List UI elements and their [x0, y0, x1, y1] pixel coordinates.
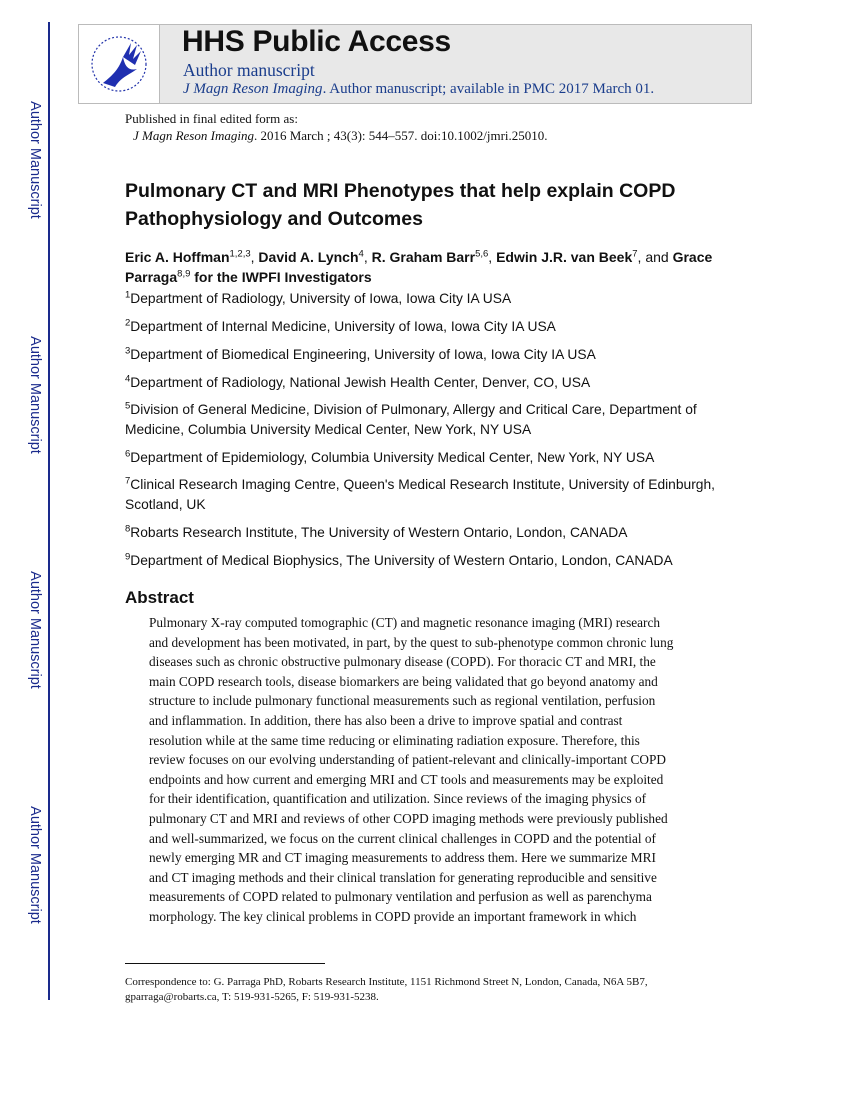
sidebar-label: Author Manuscript [27, 336, 43, 454]
sidebar-label: Author Manuscript [27, 101, 43, 219]
author-sup: 8,9 [177, 268, 191, 280]
abstract-line: structure to include pulmonary functional measurements such as regional ventilation, perfusion [149, 693, 656, 709]
affiliation: $^7$Clinical Research Imaging Centre, Queen's Medical Research Institute, University of Edinburgh, Scotland, UK [125, 475, 715, 512]
author-name: R. Graham Barr [371, 249, 476, 265]
published-label: Published in final edited form as: [125, 111, 298, 126]
affiliation: $^6$Department of Epidemiology, Columbia University Medical Center, New York, NY USA [125, 448, 655, 465]
author-group: for the IWPFI Investigators [194, 269, 372, 285]
hhs-eagle-icon [79, 25, 159, 103]
abstract-line: for their identification, quantification and utilization. Since reviews of the imaging physics of [149, 791, 647, 807]
margin-rule [48, 22, 50, 1000]
author-sup: 7 [632, 248, 638, 260]
affiliation: $^9$Department of Medical Biophysics, The University of Western Ontario, London, CANADA [125, 551, 673, 568]
affiliation: $^5$Division of General Medicine, Division of Pulmonary, Allergy and Critical Care, Department of Medicine, Columbia University Medical Center, New York, NY USA [125, 400, 697, 437]
author-name: Eric A. Hoffman [125, 249, 230, 265]
journal-name: J Magn Reson Imaging [133, 128, 254, 143]
abstract-line: main COPD research tools, disease biomarkers are being validated that go beyond anatomy and [149, 673, 658, 689]
abstract-line: Pulmonary X-ray computed tomographic (CT) and magnetic resonance imaging (MRI) research [149, 615, 661, 630]
abstract-line: morphology. The key clinical problems in COPD provide an important framework in which [149, 909, 637, 924]
author-sup: 1,2,3 [229, 248, 251, 260]
sidebar-label: Author Manuscript [27, 571, 43, 689]
sep: , [250, 249, 259, 265]
correspondence-footnote [125, 975, 648, 1004]
abstract-line: and development has been motivated, in part, by the quest to sub-phenotype common chronic lung [149, 634, 674, 650]
abstract-line: diseases such as chronic obstructive pulmonary disease (COPD). For thoracic CT and MRI, the [149, 654, 656, 670]
affiliation: $^8$Robarts Research Institute, The University of Western Ontario, London, CANADA [125, 523, 628, 540]
footnote-line: Correspondence to: G. Parraga PhD, Robarts Research Institute, 1151 Richmond Street N, London, Canada, N6A 5B7, [125, 976, 648, 988]
article-title [125, 177, 745, 233]
title-line: Pathophysiology and Outcomes [125, 208, 423, 230]
sep: , and [637, 249, 673, 265]
author-name: Edwin J.R. van Beek [496, 249, 633, 265]
author-name: Grace Parraga [125, 249, 713, 285]
affiliation: $^2$Department of Internal Medicine, University of Iowa, Iowa City IA USA [125, 317, 556, 334]
author-list [125, 247, 745, 287]
abstract-line: newly emerging MR and CT imaging measurements to address them. Here we summarize MRI [149, 850, 656, 866]
footnote-line: gparraga@robarts.ca, T: 519-931-5265, F: 519-931-5238. [125, 990, 379, 1003]
affiliation: $^4$Department of Radiology, National Jewish Health Center, Denver, CO, USA [125, 373, 591, 390]
availability: . Author manuscript; available in PMC 2017 March 01. [322, 81, 655, 97]
abstract-line: and CT imaging methods and their clinical translation for generating reproducible and sensitive [149, 869, 657, 885]
sep: , [488, 249, 497, 265]
header-journal-line [183, 81, 654, 98]
title-line: Pulmonary CT and MRI Phenotypes that help explain COPD [125, 180, 676, 202]
abstract-line: review focuses on our evolving understanding of patient-relevant and clinically-important COPD [149, 752, 666, 768]
hhs-logo [78, 24, 160, 104]
citation: . 2016 March ; 43(3): 544–557. doi:10.1002/jmri.25010. [253, 128, 548, 143]
affiliation: $^3$Department of Biomedical Engineering, University of Iowa, Iowa City IA USA [125, 345, 596, 362]
author-sup: 5,6 [475, 248, 489, 260]
abstract-line: pulmonary CT and MRI and reviews of other COPD imaging methods were previously published [149, 811, 668, 826]
sidebar-label: Author Manuscript [27, 806, 43, 924]
sep: , [363, 249, 372, 265]
abstract-line: and well-summarized, we focus on the current clinical challenges in COPD and the potential of [149, 830, 656, 846]
author-name: David A. Lynch [258, 249, 359, 265]
abstract-line: resolution while at the same time reducing or eliminating radiation exposure. Therefore, this [149, 732, 640, 748]
header-subtitle: Author manuscript [183, 60, 315, 80]
author-sup: 4 [358, 248, 364, 260]
published-info [125, 110, 548, 144]
journal-name: J Magn Reson Imaging [183, 81, 323, 97]
abstract-heading: Abstract [125, 588, 194, 607]
abstract-line: endpoints and how current and emerging MRI and CT tools and measurements may be exploited [149, 771, 664, 787]
abstract-line: and inflammation. In addition, there has also been a drive to improve spatial and contrast [149, 713, 623, 728]
header-title: HHS Public Access [182, 25, 451, 58]
abstract-line: measurements of COPD related to pulmonary ventilation and perfusion as well as parenchyma [149, 889, 652, 905]
footnote-rule [125, 963, 325, 964]
affiliation: $^1$Department of Radiology, University of Iowa, Iowa City IA USA [125, 289, 512, 306]
